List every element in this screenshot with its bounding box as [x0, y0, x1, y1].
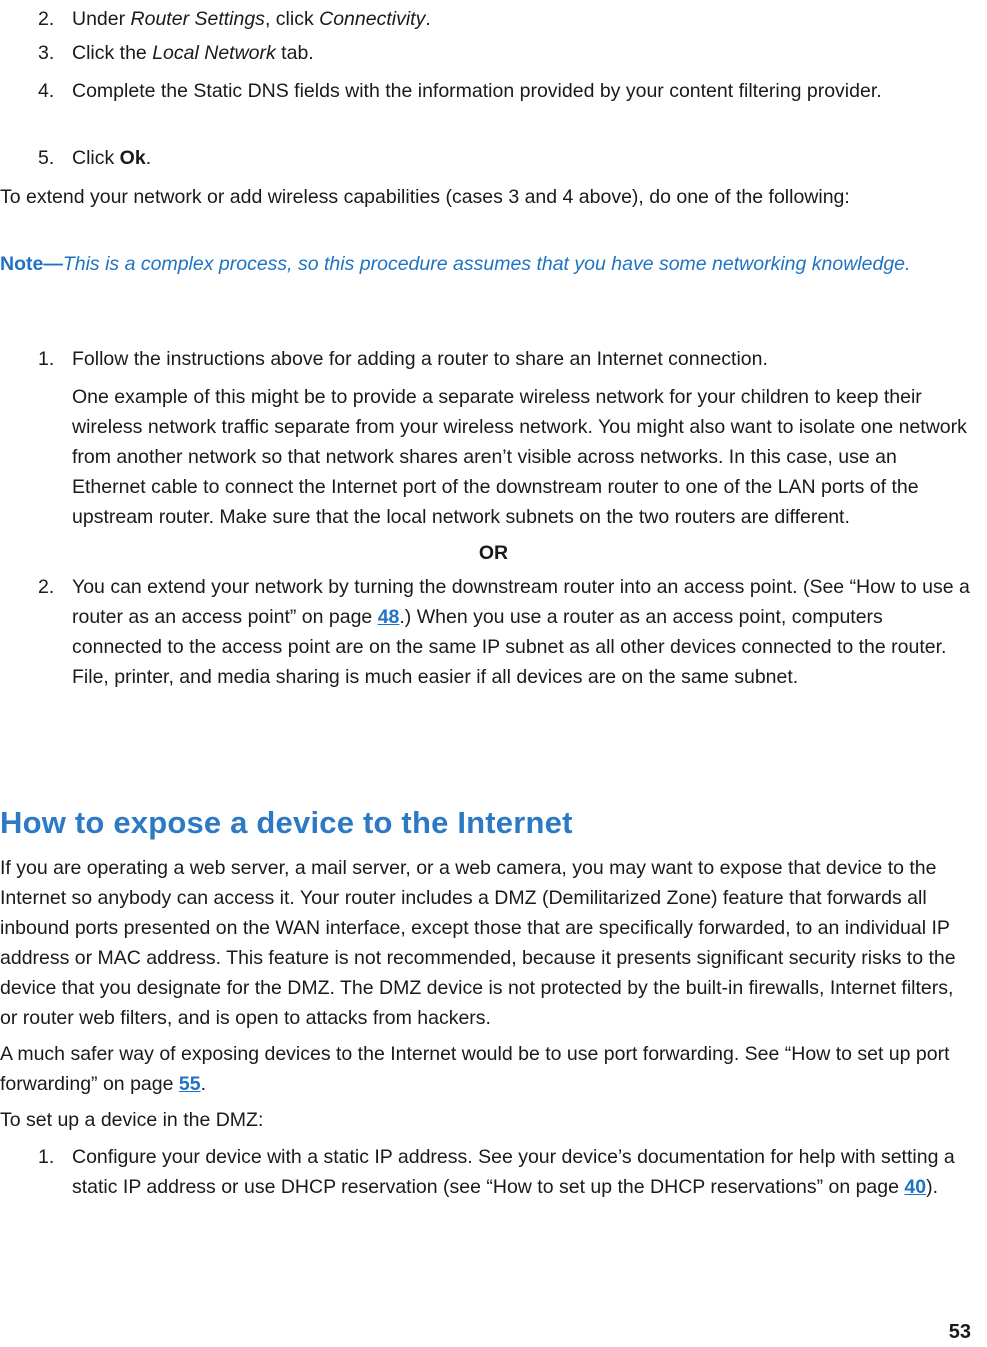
list-item — [0, 572, 987, 692]
step-emphasis: Router Settings — [130, 8, 265, 30]
step-text: . — [425, 8, 431, 30]
list-item — [0, 344, 987, 374]
step-text: , click — [264, 8, 320, 30]
step-text: Complete the Static DNS fields with the information provided by your content filtering provider. — [72, 80, 882, 102]
paragraph-text: A much safer way of exposing devices to the Internet would be to use port forwarding. See “How to set up port forwarding” on page — [0, 1043, 950, 1095]
note-callout — [0, 249, 987, 279]
step-text: Configure your device with a static IP address. See your device’s documentation for help with setting a static IP address or use DHCP reservation (see “How to set up the DHCP reservations” on page — [72, 1146, 955, 1198]
step-emphasis: Local Network — [152, 42, 276, 64]
list-item — [0, 1142, 987, 1202]
page-link-55[interactable]: 55 — [178, 1073, 201, 1095]
dmz-setup-intro: To set up a device in the DMZ: — [0, 1109, 264, 1131]
step-detail: One example of this might be to provide a separate wireless network for your children to keep their wireless network traffic separate from your wireless network. You might also want to isolate one network from another network so that network shares aren’t visible across networks. In this case, use an Ethernet cable to connect the Internet port of the downstream router to one of the LAN ports of the upstream router. Make sure that the local network subnets on the two routers are different. — [72, 386, 967, 528]
step-number: 2. — [38, 576, 55, 598]
section-heading: How to expose a device to the Internet — [0, 805, 573, 840]
step-text: Click — [72, 147, 120, 169]
or-label: OR — [478, 542, 509, 564]
step-number: 1. — [38, 1146, 55, 1168]
paragraph-text: . — [200, 1073, 206, 1095]
step-text: tab. — [275, 42, 314, 64]
list-item — [0, 143, 987, 179]
step-number: 2. — [38, 8, 55, 30]
step-bold: Ok — [119, 147, 146, 169]
step-number: 1. — [38, 348, 55, 370]
section-body — [0, 853, 987, 1202]
extend-intro: To extend your network or add wireless capabilities (cases 3 and 4 above), do one of the following: — [0, 186, 850, 208]
page-number: 53 — [948, 1321, 971, 1343]
step-text: .) When you use a router as an access point, computers connected to the access point are on the same IP subnet as all other devices connected to the router. File, printer, and media sharing is much easier if all devices are on the same subnet. — [72, 606, 947, 688]
list-item — [0, 4, 987, 38]
step-text: . — [145, 147, 152, 169]
step-number: 3. — [38, 42, 55, 64]
extend-steps — [0, 344, 987, 692]
step-emphasis: Connectivity — [319, 8, 426, 30]
step-text: Under — [72, 8, 131, 30]
step-text: Click the — [72, 42, 153, 64]
port-forwarding-paragraph — [0, 1039, 987, 1099]
note-text: This is a complex process, so this procedure assumes that you have some networking knowledge. — [62, 253, 911, 275]
step-number: 4. — [38, 80, 55, 102]
step-number: 5. — [38, 147, 55, 169]
dmz-paragraph: If you are operating a web server, a mail server, or a web camera, you may want to expose that device to the Internet so anybody can access it. Your router includes a DMZ (Demilitarized Zone) feature that forwards all inbound ports presented on the WAN interface, except those that are specifically forwarded, to an individual IP address or MAC address. This feature is not recommended, because it presents significant security risks to the device that you designate for the DMZ. The DMZ device is not protected by the built-in firewalls, Internet filters, or router web filters, and is open to attacks from hackers. — [0, 857, 956, 1029]
list-item — [0, 76, 987, 143]
note-label: Note— — [0, 253, 63, 275]
list-item — [0, 38, 987, 76]
intro-steps-list — [0, 4, 987, 179]
page-link-48[interactable]: 48 — [377, 606, 400, 628]
step-text: Follow the instructions above for adding a router to share an Internet connection. — [72, 348, 768, 370]
step-text: You can extend your network by turning the downstream router into an access point. (See “How to use a router as an access point” on page — [72, 576, 970, 628]
page-link-40[interactable]: 40 — [904, 1176, 927, 1198]
step-text: ). — [926, 1176, 939, 1198]
